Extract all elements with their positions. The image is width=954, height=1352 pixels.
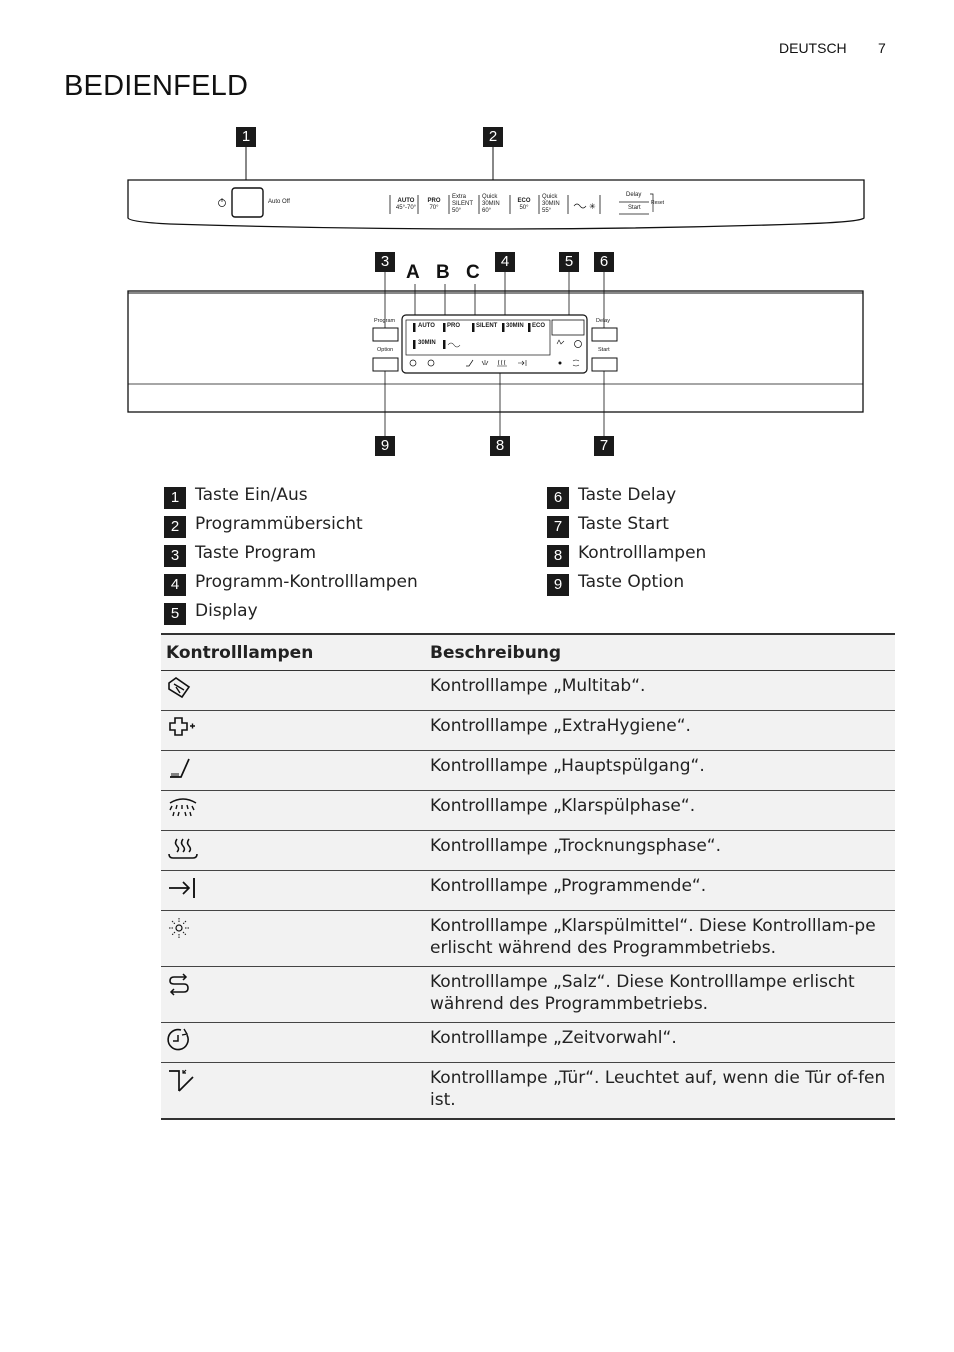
description-cell: Kontrolllampe „Programmende“. (425, 871, 895, 911)
rinse-aid-icon (166, 915, 192, 941)
table-header-row (161, 634, 895, 671)
auto-off-label: Auto Off (268, 199, 290, 205)
control-panel-inner-diagram (0, 240, 954, 440)
top-program-quick-30min-55[interactable]: Quick 30MIN 55° (542, 194, 560, 214)
table-row (161, 911, 895, 967)
lamp-label-auto: AUTO (418, 323, 435, 329)
table-row (161, 671, 895, 711)
callout-4: 4 (495, 252, 515, 272)
extrahygiene-icon (166, 715, 196, 741)
callout-6: 6 (594, 252, 614, 272)
lamp-label-eco: ECO (532, 323, 546, 329)
rinse-phase-icon (166, 795, 200, 821)
page-title: BEDIENFELD (64, 70, 249, 102)
top-program-quick-30min-60[interactable]: Quick 30MIN 60° (482, 194, 500, 214)
multitab-icon (166, 675, 192, 701)
drying-phase-icon (166, 835, 200, 861)
inner-program-label: Program (374, 318, 396, 324)
table-row (161, 831, 895, 871)
lamp-label-30min-2: 30MIN (418, 340, 436, 346)
description-cell: Kontrolllampe „Klarspülmittel“. Diese Kontrolllam-pe erlischt während des Programmbetriebs. (425, 911, 895, 967)
top-delay-label: Delay (626, 192, 642, 198)
door-icon (166, 1067, 196, 1093)
inner-delay-label: Delay (596, 318, 611, 324)
callout-c: C (466, 262, 480, 283)
table-row (161, 1063, 895, 1120)
top-program-list (393, 196, 603, 218)
table-row (161, 711, 895, 751)
legend: 1 Taste Ein/Aus 2 Programmübersicht 3 Taste Program 4 Programm-Kontrolllampen 5 Display 6 Taste Delay 7 Taste Start 8 Kontrolllampen 9 Taste Option (164, 485, 864, 625)
callout-b: B (436, 262, 450, 283)
inner-option-label: Option (377, 347, 394, 353)
lamp-label-30min: 30MIN (506, 323, 524, 329)
delay-timer-icon (166, 1027, 192, 1053)
column-header-description: Beschreibung (425, 634, 895, 671)
lamp-label-pro: PRO (447, 323, 461, 329)
indicator-table (161, 633, 895, 1120)
table-row (161, 1023, 895, 1063)
column-header-indicator: Kontrolllampen (161, 634, 425, 671)
top-reset-label: Reset (651, 200, 665, 206)
callout-a: A (406, 262, 420, 283)
table-row (161, 871, 895, 911)
description-cell: Kontrolllampe „Hauptspülgang“. (425, 751, 895, 791)
main-wash-icon (166, 755, 192, 781)
table-row (161, 967, 895, 1023)
program-end-icon (166, 875, 198, 901)
callout-1: 1 (236, 127, 256, 147)
table-row (161, 791, 895, 831)
description-cell: Kontrolllampe „Zeitvorwahl“. (425, 1023, 895, 1063)
inner-start-label: Start (598, 347, 610, 353)
description-cell: Kontrolllampe „Salz“. Diese Kontrolllampe erlischt während des Programmbetriebs. (425, 967, 895, 1023)
description-cell: Kontrolllampe „Trocknungsphase“. (425, 831, 895, 871)
description-cell: Kontrolllampe „Tür“. Leuchtet auf, wenn die Tür of-fen ist. (425, 1063, 895, 1120)
top-program-silent[interactable]: Extra SILENT 50° (452, 194, 474, 214)
callout-3: 3 (375, 252, 395, 272)
table-row (161, 751, 895, 791)
description-cell: Kontrolllampe „Klarspülphase“. (425, 791, 895, 831)
description-cell: Kontrolllampe „Multitab“. (425, 671, 895, 711)
callout-5: 5 (559, 252, 579, 272)
header-page-number: 7 (878, 40, 886, 56)
description-cell: Kontrolllampe „ExtraHygiene“. (425, 711, 895, 751)
header-language: DEUTSCH (779, 40, 847, 56)
salt-icon (166, 971, 192, 997)
top-start-label: Start (628, 205, 641, 211)
top-program-auto[interactable]: AUTO 45°-70° (395, 198, 417, 211)
lamp-label-silent: SILENT (476, 323, 498, 329)
top-program-pro[interactable]: PRO 70° (427, 198, 441, 211)
top-program-eco[interactable]: ECO 50° (517, 198, 531, 211)
svg-text:✳: ✳ (589, 202, 596, 211)
callout-8: 8 (490, 436, 510, 456)
callout-7: 7 (594, 436, 614, 456)
callout-2: 2 (483, 127, 503, 147)
callout-9: 9 (375, 436, 395, 456)
